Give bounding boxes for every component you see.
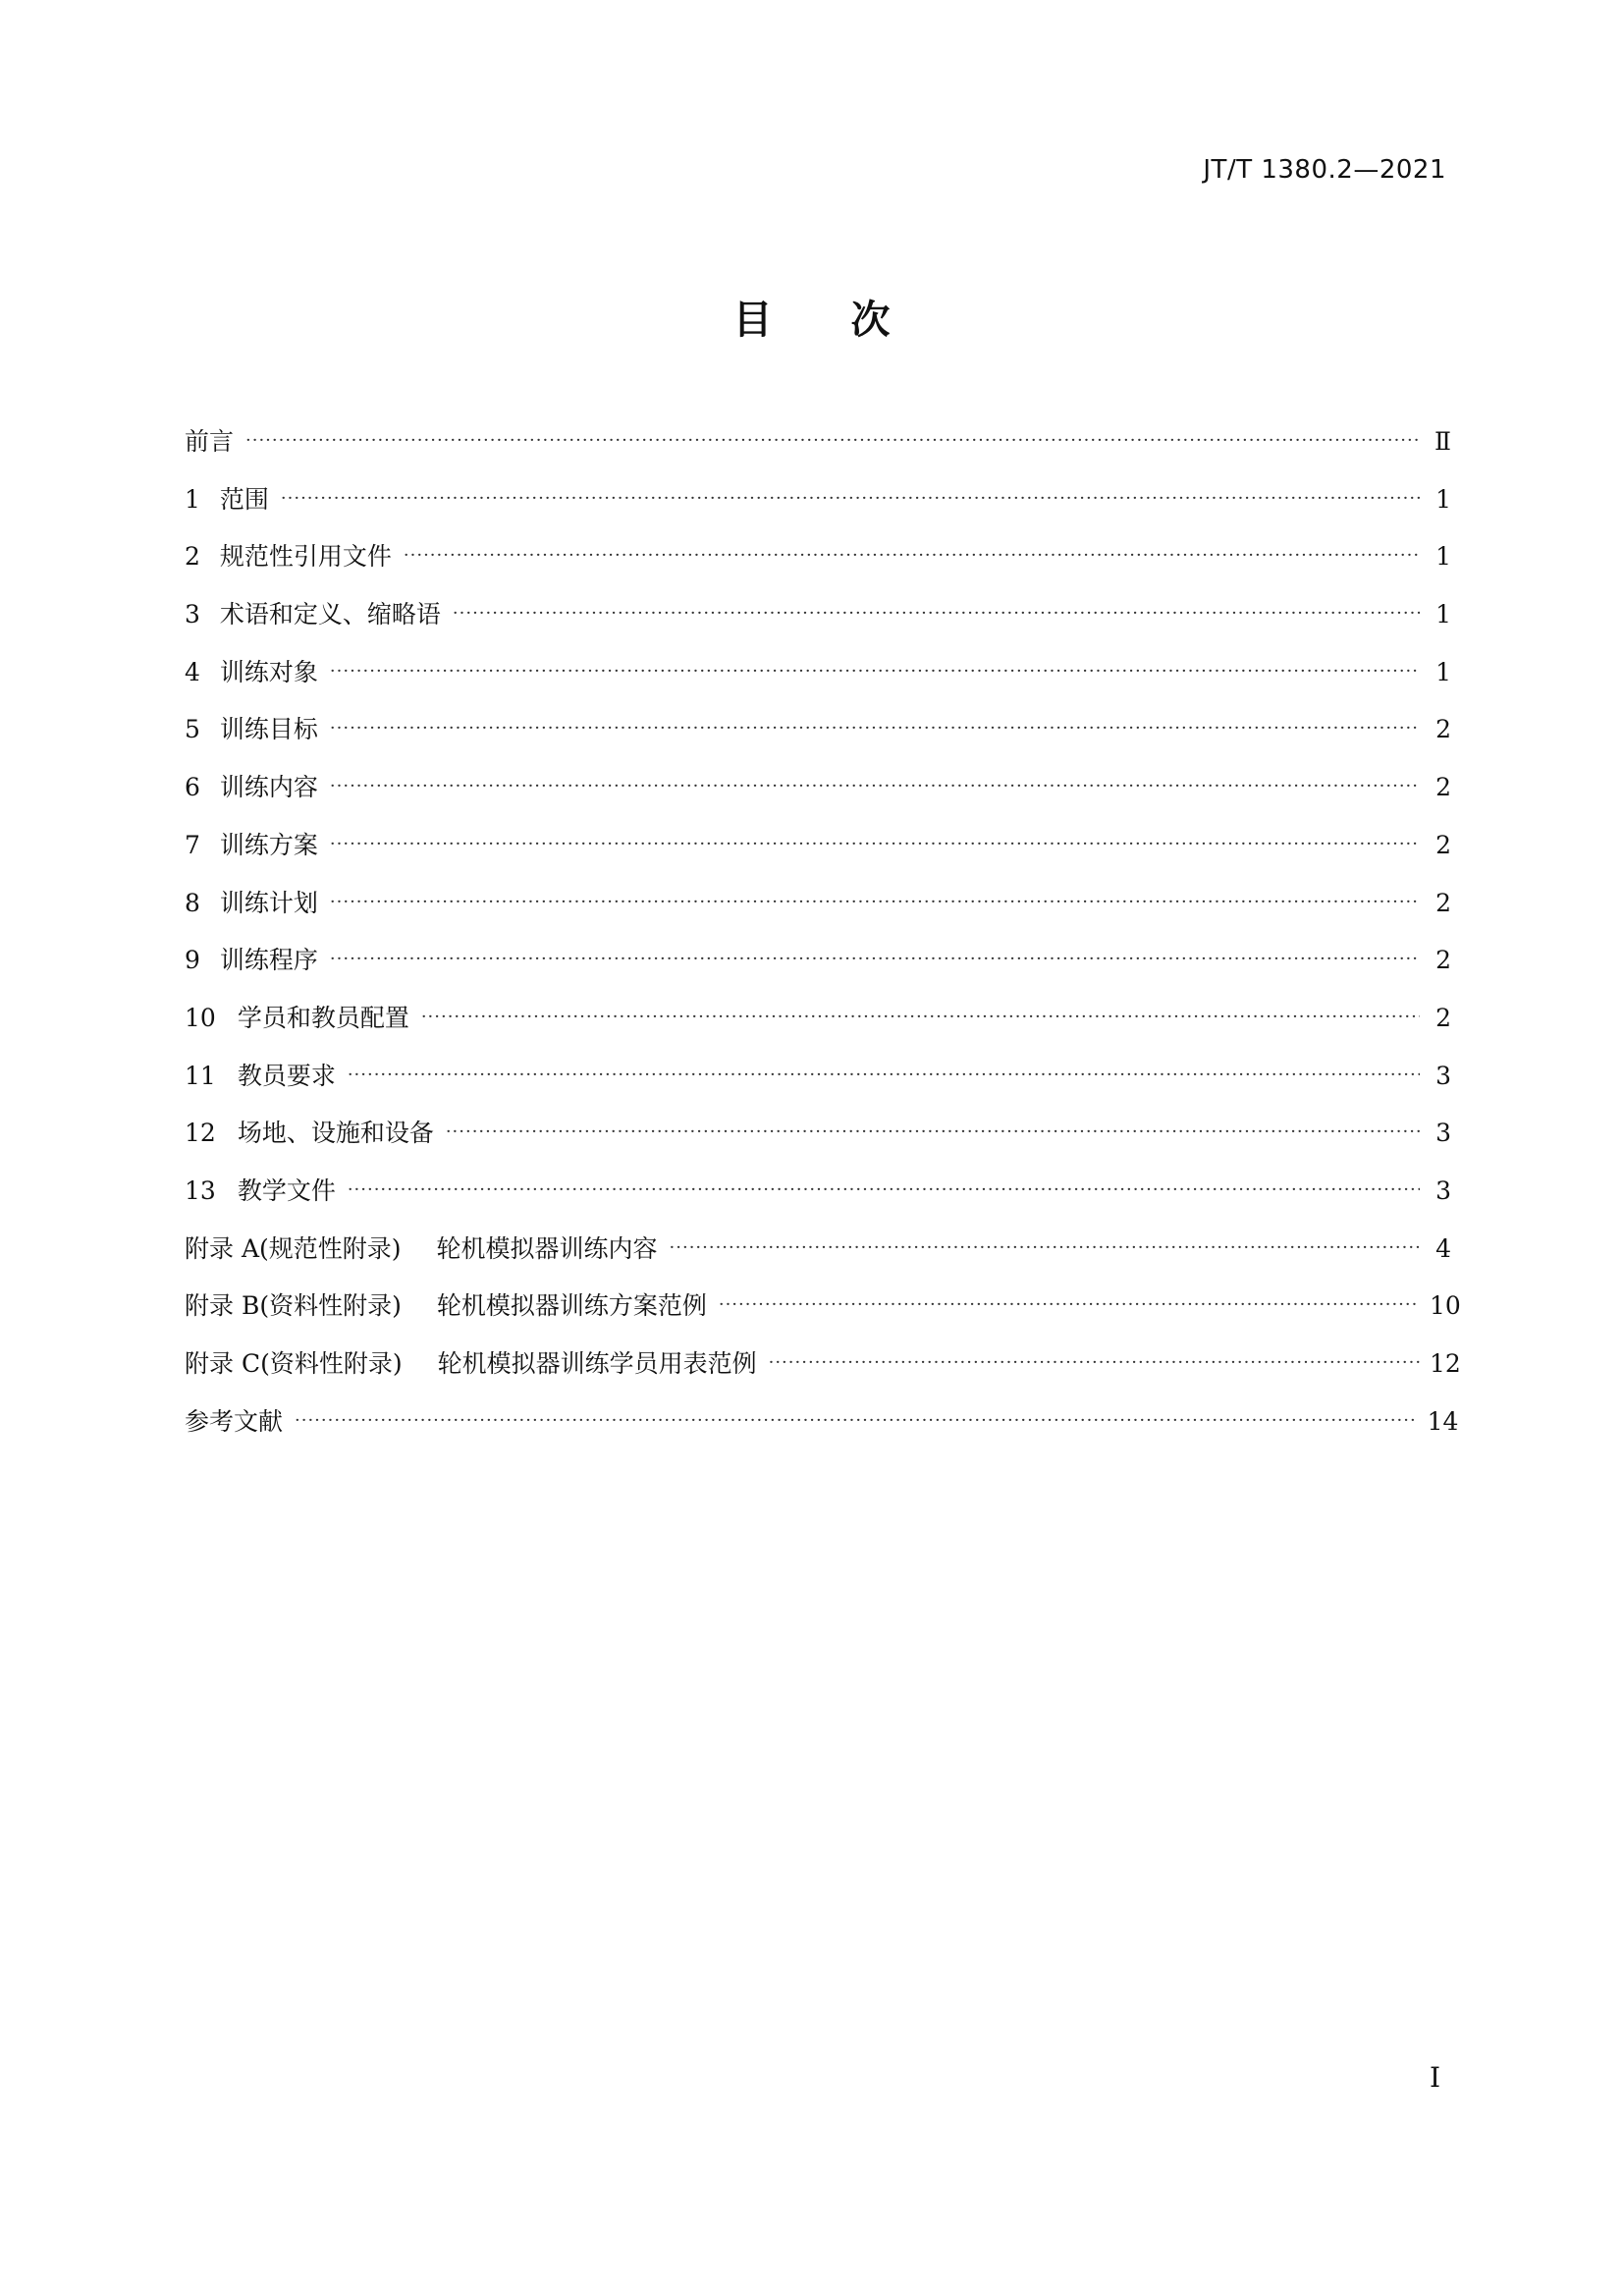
toc-entry-appendix-c[interactable] [185, 1344, 1461, 1402]
toc-entry-page: 1 [1435, 542, 1451, 572]
toc-leader-dots [330, 834, 1420, 854]
toc-entry-page: 2 [1435, 830, 1451, 859]
toc-entry-number: 6 [185, 773, 200, 802]
toc-entry-subtitle: 轮机模拟器训练方案范例 [436, 1291, 707, 1321]
toc-leader-dots [330, 892, 1420, 912]
toc-entry-page: 2 [1435, 888, 1451, 917]
toc-entry-label: 训练对象 [219, 657, 318, 686]
toc-entry-page: 1 [1435, 484, 1451, 514]
toc-entry-label: 附录 A(规范性附录) [185, 1233, 402, 1263]
toc-leader-dots [330, 776, 1420, 796]
toc-leader-dots [281, 488, 1420, 509]
page-number: Ⅰ [1429, 2061, 1440, 2094]
toc-entry-label: 学员和教员配置 [237, 1003, 409, 1032]
toc-entry-number: 2 [185, 542, 200, 572]
toc-title [0, 289, 1623, 345]
toc-leader-dots [245, 430, 1420, 451]
toc-entry-page: 2 [1435, 715, 1451, 744]
toc-leader-dots [348, 1179, 1420, 1200]
toc-leader-dots [670, 1237, 1420, 1258]
toc-entry-label: 场地、设施和设备 [237, 1119, 434, 1148]
toc-entry-subtitle: 轮机模拟器训练内容 [436, 1233, 658, 1263]
toc-entry-subtitle: 轮机模拟器训练学员用表范例 [437, 1349, 757, 1378]
toc-entry-number: 4 [185, 657, 200, 686]
toc-leader-dots [446, 1121, 1420, 1142]
toc-entry-page: 2 [1435, 773, 1451, 802]
toc-entry-bibliography[interactable] [185, 1402, 1459, 1460]
toc-entry-13[interactable] [185, 1172, 1451, 1230]
toc-entry-page: 1 [1435, 657, 1451, 686]
toc-entry-number: 8 [185, 888, 200, 917]
toc-entry-number: 5 [185, 715, 200, 744]
toc-entry-foreword[interactable] [185, 422, 1451, 480]
toc-entry-page: 12 [1430, 1349, 1461, 1378]
toc-entry-page: 2 [1435, 946, 1451, 975]
toc-entry-page: 3 [1435, 1119, 1451, 1148]
table-of-contents [185, 422, 1461, 1459]
toc-entry-page: Ⅱ [1434, 427, 1451, 456]
toc-entry-page: 3 [1435, 1061, 1451, 1090]
toc-entry-label: 教员要求 [237, 1061, 336, 1090]
toc-leader-dots [348, 1065, 1420, 1085]
toc-entry-label: 前言 [185, 427, 235, 456]
toc-entry-number: 7 [185, 830, 200, 859]
toc-entry-10[interactable] [185, 999, 1451, 1057]
toc-leader-dots [330, 718, 1420, 738]
toc-entry-number: 12 [185, 1119, 216, 1148]
toc-leader-dots [330, 661, 1420, 682]
toc-entry-label: 术语和定义、缩略语 [219, 600, 441, 629]
toc-entry-number: 9 [185, 946, 200, 975]
toc-leader-dots [769, 1352, 1420, 1373]
toc-entry-page: 10 [1430, 1291, 1461, 1321]
toc-entry-label: 附录 C(资料性附录) [185, 1349, 403, 1378]
toc-entry-7[interactable] [185, 826, 1451, 884]
toc-entry-label: 训练程序 [219, 946, 318, 975]
toc-leader-dots [453, 603, 1420, 624]
toc-entry-label: 训练内容 [219, 773, 318, 802]
document-code: JT/T 1380.2—2021 [1203, 155, 1446, 185]
toc-entry-3[interactable] [185, 595, 1451, 653]
toc-title-char-2: 次 [850, 298, 891, 343]
toc-entry-label: 训练目标 [219, 715, 318, 744]
toc-entry-page: 3 [1435, 1175, 1451, 1205]
toc-entry-2[interactable] [185, 537, 1451, 595]
toc-entry-label: 训练方案 [219, 830, 318, 859]
toc-leader-dots [295, 1410, 1418, 1431]
toc-title-char-1: 目 [732, 298, 773, 343]
toc-entry-6[interactable] [185, 768, 1451, 826]
toc-leader-dots [421, 1007, 1420, 1027]
toc-entry-label: 教学文件 [237, 1175, 336, 1205]
toc-entry-page: 14 [1427, 1406, 1459, 1436]
toc-entry-number: 11 [185, 1061, 216, 1090]
toc-entry-number: 10 [185, 1003, 216, 1032]
toc-entry-12[interactable] [185, 1114, 1451, 1172]
toc-entry-9[interactable] [185, 941, 1451, 999]
toc-entry-number: 3 [185, 600, 200, 629]
toc-entry-label: 附录 B(资料性附录) [185, 1291, 402, 1321]
toc-leader-dots [330, 949, 1420, 969]
toc-entry-1[interactable] [185, 480, 1451, 538]
toc-entry-page: 2 [1435, 1003, 1451, 1032]
toc-entry-appendix-b[interactable] [185, 1286, 1461, 1344]
toc-entry-8[interactable] [185, 884, 1451, 942]
toc-entry-label: 参考文献 [185, 1406, 284, 1436]
toc-entry-number: 13 [185, 1175, 216, 1205]
toc-entry-label: 训练计划 [219, 888, 318, 917]
toc-leader-dots [404, 545, 1420, 566]
toc-entry-4[interactable] [185, 653, 1451, 711]
toc-entry-5[interactable] [185, 710, 1451, 768]
toc-entry-page: 4 [1435, 1233, 1451, 1263]
toc-entry-label: 范围 [219, 484, 269, 514]
toc-entry-number: 1 [185, 484, 200, 514]
toc-entry-appendix-a[interactable] [185, 1230, 1451, 1287]
toc-entry-page: 1 [1435, 600, 1451, 629]
toc-entry-label: 规范性引用文件 [219, 542, 392, 572]
toc-leader-dots [719, 1294, 1420, 1315]
toc-entry-11[interactable] [185, 1057, 1451, 1115]
